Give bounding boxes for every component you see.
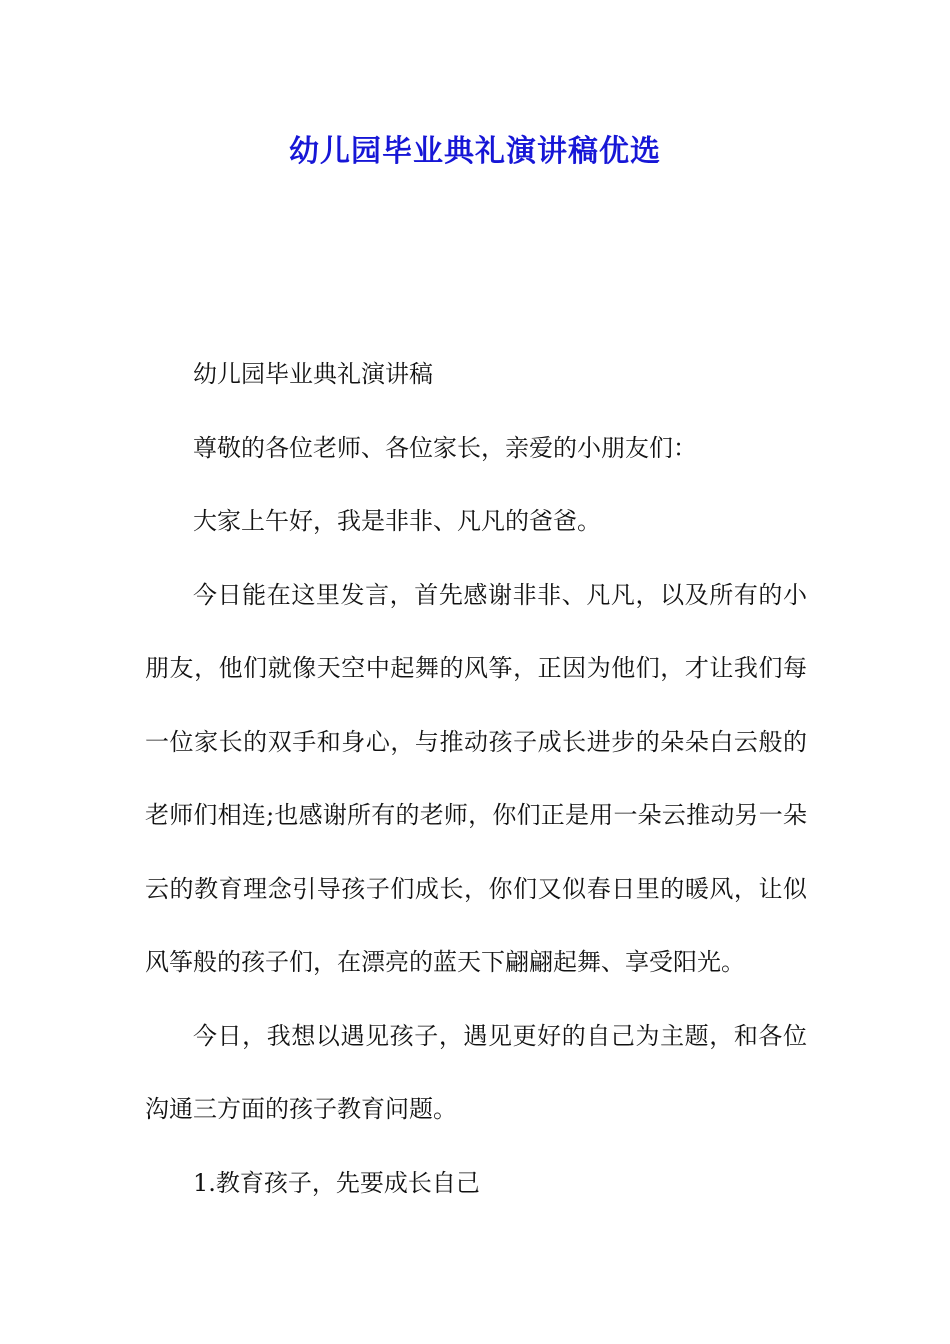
- paragraph-subtitle: 幼儿园毕业典礼演讲稿: [193, 360, 433, 388]
- paragraph-thanks: 今日能在这里发言，首先感谢非非、凡凡，以及所有的小朋友，他们就像天空中起舞的风筝，正因为他们，才让我们每一位家长的双手和身心，与推动孩子成长进步的朵朵白云般的老师们相连;也感谢所有的老师，你们正是用一朵云推动另一朵云的教育理念引导孩子们成长，你们又似春日里的暖风，让似风筝般的孩子们，在漂亮的蓝天下翩翩起舞、享受阳光。: [145, 580, 807, 976]
- section-heading-1: 1.教育孩子，先要成长自己: [193, 1168, 480, 1197]
- document-title: 幼儿园毕业典礼演讲稿优选: [289, 134, 661, 169]
- paragraph-greeting: 大家上午好，我是非非、凡凡的爸爸。: [193, 507, 601, 535]
- document-body: [145, 338, 807, 1220]
- paragraph-theme: 今日，我想以遇见孩子，遇见更好的自己为主题，和各位沟通三方面的孩子教育问题。: [145, 1021, 807, 1123]
- paragraph-salutation: 尊敬的各位老师、各位家长，亲爱的小朋友们：: [193, 433, 697, 462]
